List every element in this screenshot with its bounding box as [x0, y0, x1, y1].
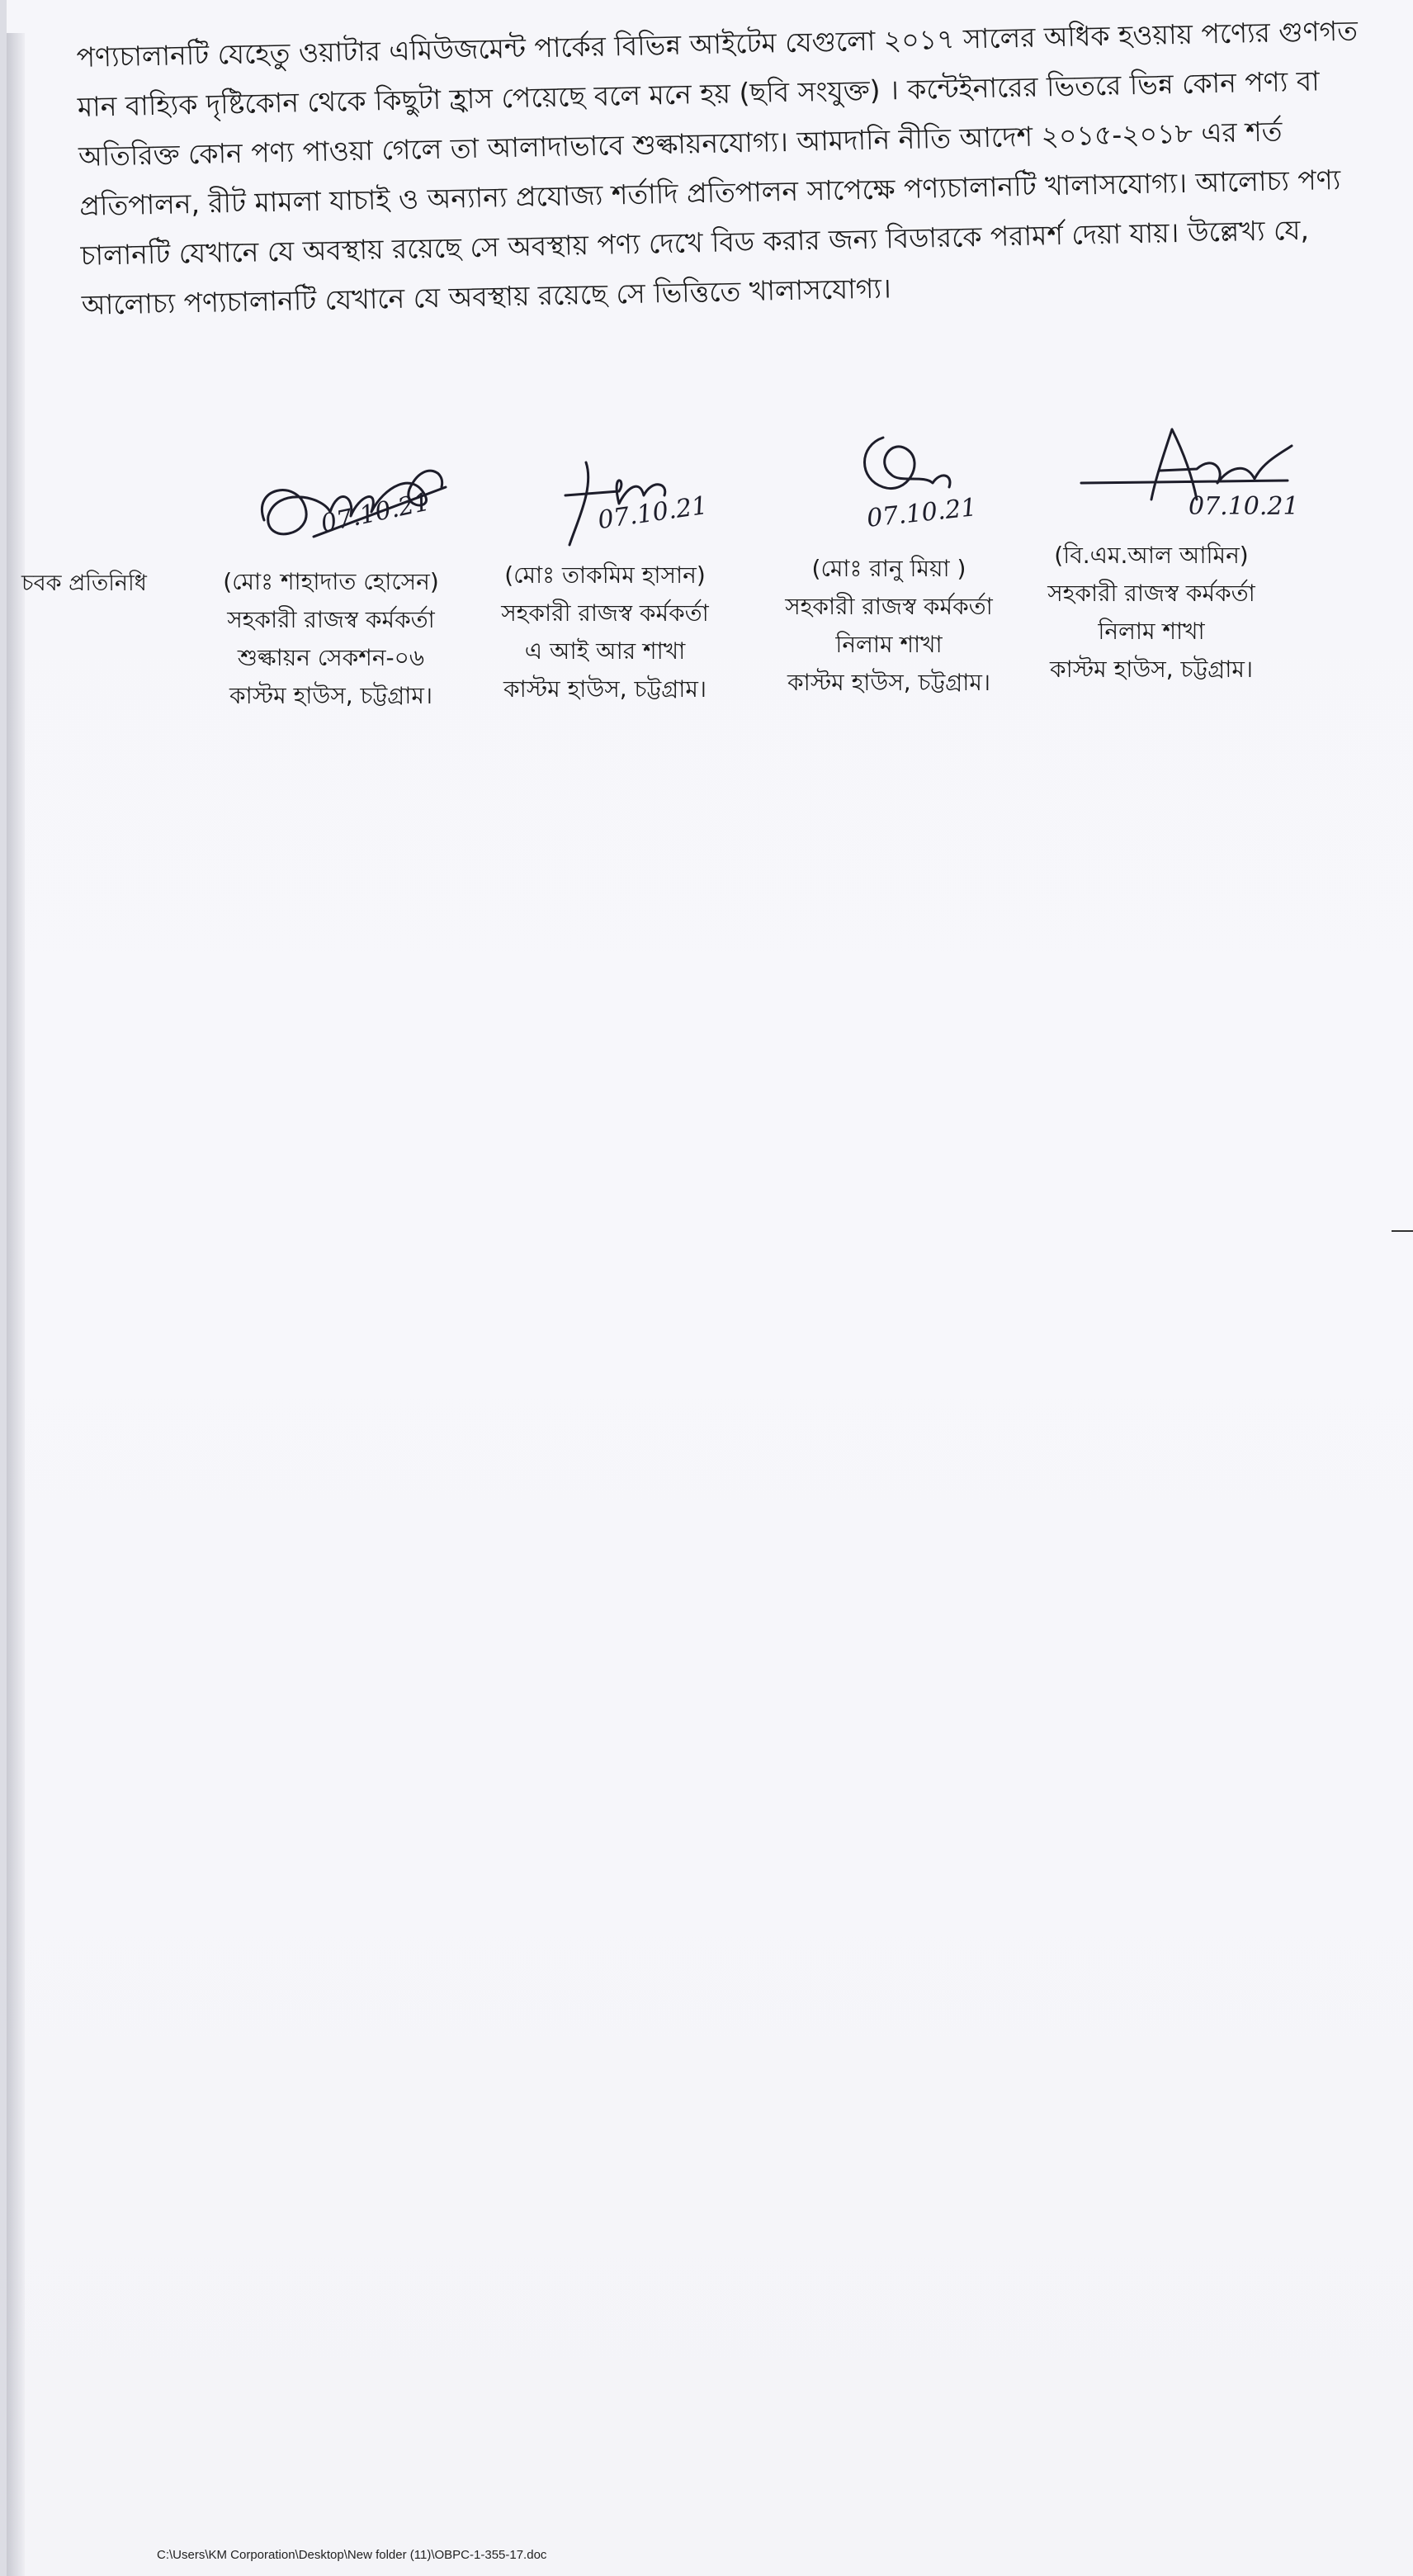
- signatory-section: নিলাম শাখা: [1098, 618, 1205, 645]
- body-line: প্রতিপালন, রীট মামলা যাচাই ও অন্যান্য প্রযোজ্য শর্তাদি প্রতিপালন সাপেক্ষে পণ্যচালানটি খালাসযোগ্য। আলোচ্য পণ্য: [78, 163, 1341, 222]
- signatory-office: কাস্টম হাউস, চট্টগ্রাম।: [503, 675, 706, 703]
- signatory-name: (মোঃ তাকমিম হাসান): [504, 561, 706, 589]
- signatory-block-1: [195, 563, 467, 715]
- signatory-name: (মোঃ রানু মিয়া ): [811, 555, 966, 582]
- signatory-office: কাস্টম হাউস, চট্টগ্রাম।: [787, 669, 990, 696]
- signatory-block-3: [753, 550, 1025, 702]
- port-representative-label: চবক প্রতিনিধি: [21, 571, 147, 596]
- margin-tick-mark: [1392, 1230, 1413, 1232]
- signature-date-3: 07.10.21: [865, 493, 979, 533]
- signatory-section: নিলাম শাখা: [835, 631, 943, 658]
- signature-date-2: 07.10.21: [596, 490, 710, 536]
- signatory-section: এ আই আর শাখা: [524, 637, 686, 665]
- body-line: পণ্যচালানটি যেহেতু ওয়াটার এমিউজমেন্ট পার্কের বিভিন্ন আইটেম যেগুলো ২০১৭ সালের অধিক হওয়ায় পণ্যের গুণগত: [76, 14, 1359, 73]
- signatory-name: (বি.এম.আল আমিন): [1054, 542, 1249, 569]
- signatory-section: শুল্কায়ন সেকশন-০৬: [237, 644, 425, 671]
- signatory-block-4: [1015, 537, 1288, 689]
- signatory-designation: সহকারী রাজস্ব কর্মকর্তা: [227, 606, 435, 633]
- signatory-designation: সহকারী রাজস্ব কর্মকর্তা: [1047, 580, 1255, 607]
- signature-date-4: 07.10.21: [1189, 492, 1299, 521]
- signatory-designation: সহকারী রাজস্ব কর্মকর্তা: [785, 593, 993, 620]
- body-line: আলোচ্য পণ্যচালানটি যেখানে যে অবস্থায় রয়েছে সে ভিত্তিতে খালাসযোগ্য।: [81, 272, 892, 321]
- signatory-office: কাস্টম হাউস, চট্টগ্রাম।: [229, 682, 432, 709]
- signatory-designation: সহকারী রাজস্ব কর্মকর্তা: [501, 599, 709, 627]
- signatory-office: কাস্টম হাউস, চট্টগ্রাম।: [1050, 656, 1253, 683]
- signatory-block-2: [469, 556, 741, 708]
- signature-date-1: 07.10.21: [318, 487, 432, 539]
- document-page: [7, 0, 1413, 2576]
- page-edge-shadow: [7, 33, 25, 2576]
- body-paragraph: [76, 7, 1359, 330]
- document-file-path: C:\Users\KM Corporation\Desktop\New folder (11)\OBPC-1-355-17.doc: [157, 2548, 547, 2562]
- body-line: অতিরিক্ত কোন পণ্য পাওয়া গেলে তা আলাদাভাবে শুল্কায়নযোগ্য। আমদানি নীতি আদেশ ২০১৫-২০১৮ এর শর্ত: [78, 115, 1283, 173]
- signatory-name: (মোঃ শাহাদাত হোসেন): [223, 568, 439, 595]
- body-line: চালানটি যেখানে যে অবস্থায় রয়েছে সে অবস্থায় পণ্য দেখে বিড করার জন্য বিডারকে পরামর্শ দেয়া যায়। উল্লেখ্য যে,: [80, 213, 1310, 272]
- body-line: মান বাহ্যিক দৃষ্টিকোন থেকে কিছুটা হ্রাস পেয়েছে বলে মনে হয় (ছবি সংযুক্ত) । কন্টেইনারের ভিতরে ভিন্ন কোন পণ্য বা: [77, 64, 1321, 123]
